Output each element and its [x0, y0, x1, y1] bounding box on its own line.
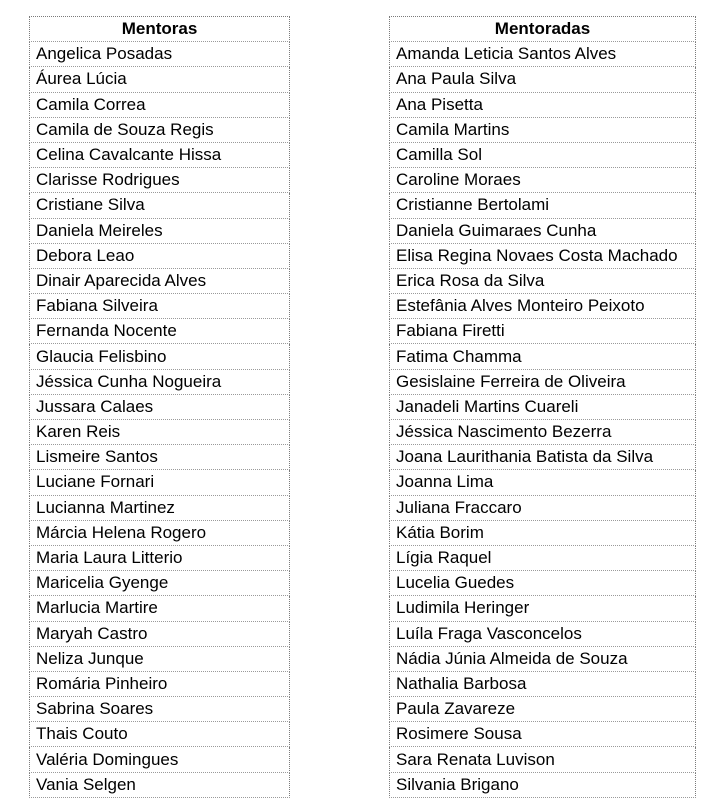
mentora-row	[30, 747, 290, 772]
mentorada-name: Fabiana Firetti	[390, 319, 696, 344]
mentorada-name: Sara Renata Luvison	[390, 747, 696, 772]
mentorada-name: Kátia Borim	[390, 520, 696, 545]
mentora-row	[30, 445, 290, 470]
mentorada-name: Erica Rosa da Silva	[390, 268, 696, 293]
mentorada-row	[390, 42, 696, 67]
mentora-name: Márcia Helena Rogero	[30, 520, 290, 545]
mentora-row	[30, 394, 290, 419]
mentorada-row	[390, 268, 696, 293]
mentora-name: Lucianna Martinez	[30, 495, 290, 520]
mentora-row	[30, 671, 290, 696]
mentorada-name: Daniela Guimaraes Cunha	[390, 218, 696, 243]
mentora-row	[30, 243, 290, 268]
mentorada-row	[390, 168, 696, 193]
mentora-row	[30, 772, 290, 797]
mentorada-row	[390, 646, 696, 671]
mentora-name: Romária Pinheiro	[30, 671, 290, 696]
mentora-name: Celina Cavalcante Hissa	[30, 142, 290, 167]
mentorada-row	[390, 142, 696, 167]
mentoradas-list	[390, 42, 696, 798]
mentora-name: Jéssica Cunha Nogueira	[30, 369, 290, 394]
mentora-name: Maria Laura Litterio	[30, 545, 290, 570]
mentora-row	[30, 294, 290, 319]
mentora-row	[30, 193, 290, 218]
mentorada-row	[390, 92, 696, 117]
mentorada-row	[390, 520, 696, 545]
mentora-row	[30, 142, 290, 167]
mentorada-name: Camilla Sol	[390, 142, 696, 167]
mentora-row	[30, 470, 290, 495]
mentora-name: Valéria Domingues	[30, 747, 290, 772]
mentorada-name: Joana Laurithania Batista da Silva	[390, 445, 696, 470]
mentorada-name: Lígia Raquel	[390, 545, 696, 570]
mentorada-row	[390, 495, 696, 520]
mentorada-row	[390, 369, 696, 394]
mentora-row	[30, 268, 290, 293]
mentora-row	[30, 369, 290, 394]
mentoras-table	[29, 16, 290, 798]
mentorada-row	[390, 470, 696, 495]
mentoras-list	[30, 42, 290, 798]
mentorada-row	[390, 772, 696, 797]
mentora-name: Fabiana Silveira	[30, 294, 290, 319]
mentora-name: Clarisse Rodrigues	[30, 168, 290, 193]
mentora-name: Fernanda Nocente	[30, 319, 290, 344]
mentoras-header: Mentoras	[30, 17, 290, 42]
mentorada-row	[390, 420, 696, 445]
mentora-row	[30, 117, 290, 142]
mentora-name: Camila de Souza Regis	[30, 117, 290, 142]
mentoras-header-row	[30, 17, 290, 42]
mentora-name: Marlucia Martire	[30, 596, 290, 621]
mentorada-row	[390, 218, 696, 243]
mentoradas-header: Mentoradas	[390, 17, 696, 42]
mentorada-name: Jéssica Nascimento Bezerra	[390, 420, 696, 445]
mentora-name: Maricelia Gyenge	[30, 571, 290, 596]
mentora-name: Lismeire Santos	[30, 445, 290, 470]
mentorada-name: Lucelia Guedes	[390, 571, 696, 596]
mentorada-name: Gesislaine Ferreira de Oliveira	[390, 369, 696, 394]
mentorada-row	[390, 596, 696, 621]
mentora-name: Jussara Calaes	[30, 394, 290, 419]
mentora-name: Thais Couto	[30, 722, 290, 747]
mentoradas-header-row	[390, 17, 696, 42]
mentorada-row	[390, 747, 696, 772]
mentora-name: Luciane Fornari	[30, 470, 290, 495]
mentora-name: Maryah Castro	[30, 621, 290, 646]
mentorada-row	[390, 294, 696, 319]
mentora-row	[30, 596, 290, 621]
mentora-name: Camila Correa	[30, 92, 290, 117]
mentorada-name: Rosimere Sousa	[390, 722, 696, 747]
mentorada-row	[390, 545, 696, 570]
mentorada-row	[390, 571, 696, 596]
mentorada-name: Nádia Júnia Almeida de Souza	[390, 646, 696, 671]
mentoradas-table	[389, 16, 696, 798]
mentora-name: Sabrina Soares	[30, 697, 290, 722]
mentorada-row	[390, 621, 696, 646]
mentora-name: Glaucia Felisbino	[30, 344, 290, 369]
mentorada-name: Ludimila Heringer	[390, 596, 696, 621]
mentora-name: Neliza Junque	[30, 646, 290, 671]
mentorada-row	[390, 697, 696, 722]
mentora-name: Vania Selgen	[30, 772, 290, 797]
mentora-row	[30, 520, 290, 545]
mentorada-name: Fatima Chamma	[390, 344, 696, 369]
mentora-row	[30, 571, 290, 596]
mentorada-row	[390, 117, 696, 142]
mentorada-row	[390, 445, 696, 470]
mentorada-name: Cristianne Bertolami	[390, 193, 696, 218]
mentorada-name: Paula Zavareze	[390, 697, 696, 722]
mentorada-row	[390, 67, 696, 92]
mentora-row	[30, 67, 290, 92]
mentorada-row	[390, 671, 696, 696]
mentora-row	[30, 168, 290, 193]
mentora-name: Daniela Meireles	[30, 218, 290, 243]
mentorada-name: Camila Martins	[390, 117, 696, 142]
mentorada-name: Amanda Leticia Santos Alves	[390, 42, 696, 67]
mentorada-row	[390, 193, 696, 218]
mentora-row	[30, 319, 290, 344]
mentorada-name: Juliana Fraccaro	[390, 495, 696, 520]
mentora-row	[30, 722, 290, 747]
mentora-name: Angelica Posadas	[30, 42, 290, 67]
mentorada-name: Ana Paula Silva	[390, 67, 696, 92]
mentora-row	[30, 545, 290, 570]
mentora-row	[30, 42, 290, 67]
mentorada-row	[390, 319, 696, 344]
mentora-name: Debora Leao	[30, 243, 290, 268]
mentora-row	[30, 218, 290, 243]
mentora-name: Dinair Aparecida Alves	[30, 268, 290, 293]
mentorada-name: Estefânia Alves Monteiro Peixoto	[390, 294, 696, 319]
mentorada-name: Elisa Regina Novaes Costa Machado	[390, 243, 696, 268]
mentora-row	[30, 495, 290, 520]
mentorada-row	[390, 722, 696, 747]
mentora-row	[30, 646, 290, 671]
mentora-row	[30, 420, 290, 445]
mentora-name: Cristiane Silva	[30, 193, 290, 218]
mentorada-row	[390, 344, 696, 369]
mentorada-name: Silvania Brigano	[390, 772, 696, 797]
mentorada-name: Nathalia Barbosa	[390, 671, 696, 696]
mentora-row	[30, 344, 290, 369]
mentorada-row	[390, 394, 696, 419]
mentorada-name: Janadeli Martins Cuareli	[390, 394, 696, 419]
mentorada-row	[390, 243, 696, 268]
mentora-name: Karen Reis	[30, 420, 290, 445]
mentorada-name: Luíla Fraga Vasconcelos	[390, 621, 696, 646]
mentora-name: Áurea Lúcia	[30, 67, 290, 92]
mentorada-name: Joanna Lima	[390, 470, 696, 495]
mentora-row	[30, 621, 290, 646]
mentorada-name: Caroline Moraes	[390, 168, 696, 193]
mentora-row	[30, 92, 290, 117]
mentorada-name: Ana Pisetta	[390, 92, 696, 117]
mentora-row	[30, 697, 290, 722]
